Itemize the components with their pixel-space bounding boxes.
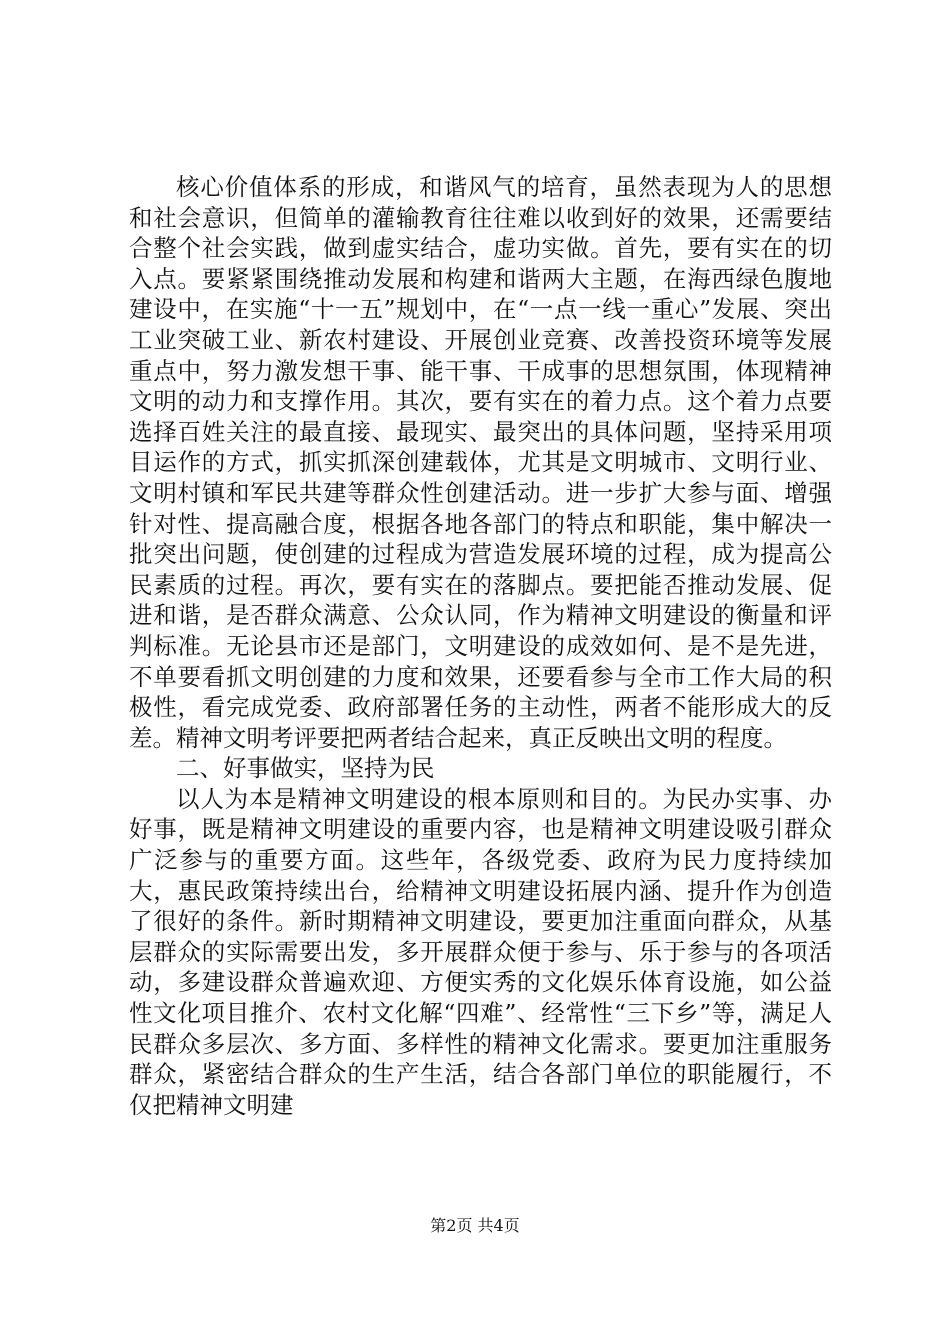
body-paragraph: 以人为本是精神文明建设的根本原则和目的。为民办实事、办好事，既是精神文明建设的重要内容，也是精神文明建设吸引群众广泛参与的重要方面。这些年，各级党委、政府为民力度持续加大，惠民政策持续出台，给精神文明建设拓展内涵、提升作为创造了很好的条件。新时期精神文明建设，要更加注重面向群众，从基层群众的实际需要出发，多开展群众便于参与、乐于参与的各项活动，多建设群众普遍欢迎、方便实秀的文化娱乐体育设施，如公益性文化项目推介、农村文化解“四难”、经常性“三下乡”等，满足人民群众多层次、多方面、多样性的精神文化需求。要更加注重服务群众，紧密结合群众的生产生活，结合各部门单位的职能履行，不仅把精神文明建 — [129, 784, 832, 1119]
document-body — [129, 172, 832, 1120]
page-number-footer: 第2页 共4页 — [430, 1216, 520, 1235]
section-heading: 二、好事做实，坚持为民 — [176, 754, 435, 783]
body-paragraph: 核心价值体系的形成，和谐风气的培育，虽然表现为人的思想和社会意识，但简单的灌输教育往往难以收到好的效果，还需要结合整个社会实践，做到虚实结合，虚功实做。首先，要有实在的切入点。要紧紧围绕推动发展和构建和谐两大主题，在海西绿色腹地建设中，在实施“十一五”规划中，在“一点一线一重心”发展、突出工业突破工业、新农村建设、开展创业竞赛、改善投资环境等发展重点中，努力激发想干事、能干事、干成事的思想氛围，体现精神文明的动力和支撑作用。其次，要有实在的着力点。这个着力点要选择百姓关注的最直接、最现实、最突出的具体问题，坚持采用项目运作的方式，抓实抓深创建载体，尤其是文明城市、文明行业、文明村镇和军民共建等群众性创建活动。进一步扩大参与面、增强针对性、提高融合度，根据各地各部门的特点和职能，集中解决一批突出问题，使创建的过程成为营造发展环境的过程，成为提高公民素质的过程。再次，要有实在的落脚点。要把能否推动发展、促进和谐，是否群众满意、公众认同，作为精神文明建设的衡量和评判标准。无论县市还是部门，文明建设的成效如何、是不是先进，不单要看抓文明创建的力度和效果，还要看参与全市工作大局的积极性，看完成党委、政府部署任务的主动性，两者不能形成大的反差。精神文明考评要把两者结合起来，真正反映出文明的程度。 — [129, 173, 832, 752]
